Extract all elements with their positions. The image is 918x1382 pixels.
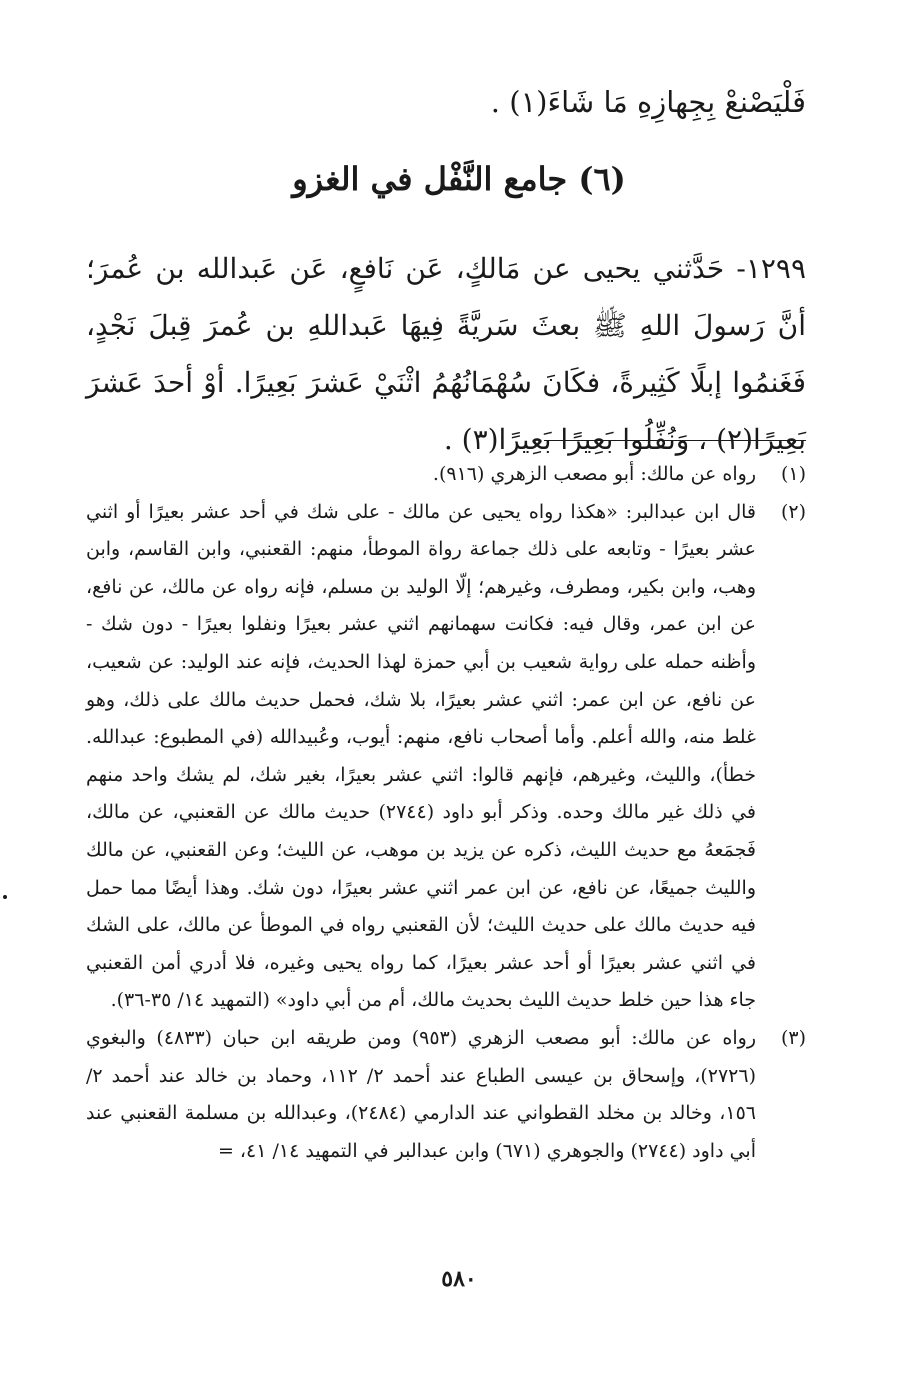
footnote-text: رواه عن مالك: أبو مصعب الزهري (٩١٦). — [432, 463, 756, 485]
footnote-separator — [544, 440, 806, 441]
footnote-number: (٢) — [780, 500, 806, 523]
margin-speck — [3, 895, 7, 899]
footnote-3 — [86, 1020, 806, 1170]
footnote-1 — [86, 456, 806, 494]
section-heading: (٦) جامع النَّفْل في الغزو — [292, 160, 626, 198]
footnote-number: (٣) — [780, 1026, 806, 1049]
footnote-number: (١) — [780, 463, 806, 485]
hadith-number: ١٢٩٩- — [736, 252, 806, 285]
page-number: ٥٨٠ — [441, 1266, 477, 1292]
hadith-paragraph — [86, 240, 806, 468]
continuation-line: فَلْيَصْنعْ بِجِهازِهِ مَا شَاءَ(١) . — [490, 85, 806, 119]
footnote-text: قال ابن عبدالبر: «هكذا رواه يحيى عن مالك - على شك في أحد عشر بعيرًا أو اثني عشر بعيرًا - وتابعه على ذلك جماعة رواة الموطأ، منهم: القعنبي، وابن القاسم، وابن وهب، وابن بكير، ومطرف، وغيرهم؛ إلّا الوليد بن مسلم، فإنه رواه عن مالك، عن نافع، عن ابن عمر، وقال فيه: فكانت سهمانهم اثني عشر بعيرًا ونفلوا بعيرًا - دون شك - وأظنه حمله على رواية شعيب بن أبي حمزة لهذا الحديث، فإنه عند الوليد: عن شعيب، عن نافع، عن ابن عمر: اثني عشر بعيرًا، بلا شك، فحمل حديث مالك على ذلك، وهو غلط منه، والله أعلم. وأما أصحاب نافع، منهم: أيوب، وعُبيدالله (في المطبوع: عبدالله. خطأ)، والليث، وغيرهم، فإنهم قالوا: اثني عشر بعيرًا، بغير شك، لم يشك واحد منهم في ذلك غير مالك وحده. وذكر أبو داود (٢٧٤٤) حديث مالك عن القعنبي، عن مالك، فَجمَعهُ مع حديث الليث، ذكره عن يزيد بن موهب، عن الليث؛ وعن القعنبي، عن مالك والليث جميعًا، عن نافع، عن ابن عمر اثني عشر بعيرًا، دون شك. وهذا أيضًا مما حمل فيه حديث مالك على حديث الليث؛ لأن القعنبي رواه في الموطأ عن مالك، على الشك في اثني عشر بعيرًا أو أحد عشر بعيرًا، كما رواه يحيى وغيره، فلا أدري أمن القعنبي جاء هذا حين خلط حديث الليث بحديث مالك، أم من أبي داود» (التمهيد ١٤/ ٣٥-٣٦). — [86, 500, 756, 1012]
footnote-2 — [86, 494, 806, 1020]
footnotes — [86, 456, 806, 1170]
footnote-text: رواه عن مالك: أبو مصعب الزهري (٩٥٣) ومن طريقه ابن حبان (٤٨٣٣) والبغوي (٢٧٢٦)، وإسحاق بن عيسى الطباع عند أحمد ٢/ ١١٢، وحماد بن خالد عند أحمد ٢/ ١٥٦، وخالد بن مخلد القطواني عند الدارمي (٢٤٨٤)، وعبدالله بن مسلمة القعنبي عند أبي داود (٢٧٤٤) والجوهري (٦٧١) وابن عبدالبر في التمهيد ١٤/ ٤١، = — [86, 1026, 756, 1162]
hadith-text: حَدَّثني يحيى عن مَالكٍ، عَن نَافعٍ، عَن عَبدالله بن عُمرَ؛ أنَّ رَسولَ اللهِ ﷺ بعثَ سَريَّةً فِيهَا عَبداللهِ بن عُمرَ قِبلَ نَجْدٍ، فَغَنمُوا إبلًا كَثِيرةً، فكَانَ سُهْمَانُهُمُ اثْنَيْ عَشرَ بَعِيرًا. أوْ أحدَ عَشرَ بَعِيرًا(٢) ، وَنُفِّلُوا بَعِيرًا بَعِيرًا(٣) . — [86, 252, 806, 456]
